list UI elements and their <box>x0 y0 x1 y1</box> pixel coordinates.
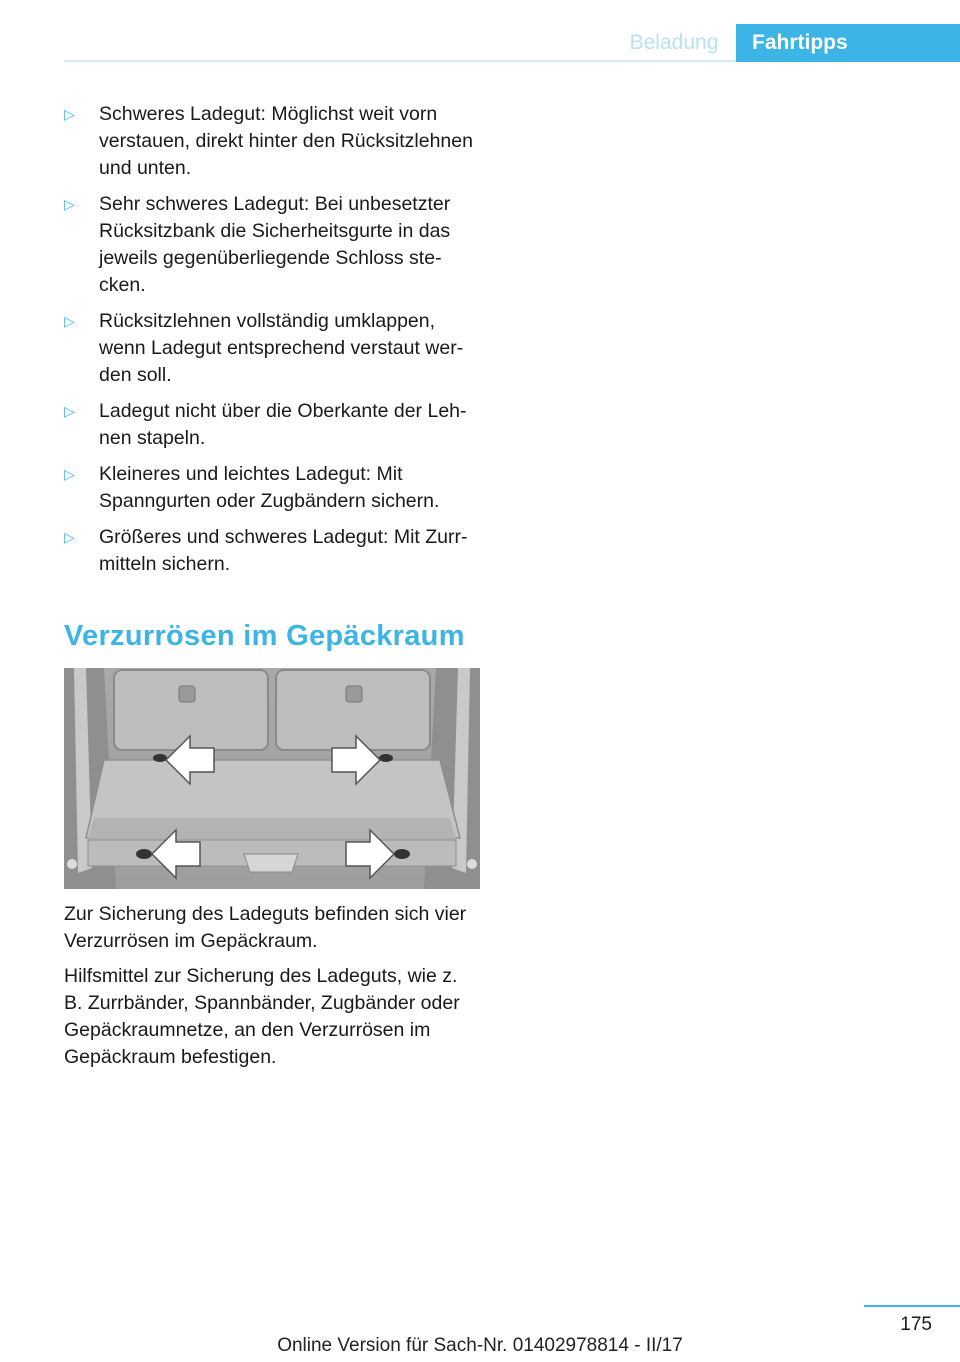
lashing-eye-rear-right-icon <box>379 754 393 762</box>
triangle-bullet-icon: ▷ <box>64 196 75 212</box>
luggage-compartment-illustration <box>64 668 480 889</box>
list-item <box>64 461 480 515</box>
right-reflector <box>467 859 477 869</box>
list-item-text: Rücksitzlehnen vollständig umklappen, wenn Ladegut entsprechend verstaut werden soll. <box>99 310 464 386</box>
trunk-lashing-eyes-figure <box>64 668 480 889</box>
lashing-eye-front-right-icon <box>394 849 410 859</box>
list-item <box>64 308 480 389</box>
header-chapter-tab[interactable]: Fahrtipps <box>736 24 960 62</box>
lashing-eye-front-left-icon <box>136 849 152 859</box>
list-item-text: Schweres Ladegut: Möglichst weit vorn verstauen, direkt hinter den Rücksitzlehnen und unten. <box>99 103 473 179</box>
headrest-latch-icon <box>179 686 195 702</box>
left-seatback <box>114 670 268 750</box>
left-reflector <box>67 859 77 869</box>
triangle-bullet-icon: ▷ <box>64 529 75 545</box>
loading-edge <box>88 818 456 840</box>
triangle-bullet-icon: ▷ <box>64 313 75 329</box>
header-section-tab[interactable]: Beladung <box>629 31 719 54</box>
list-item-text: Sehr schweres Ladegut: Bei unbesetzter Rücksitzbank die Sicherheitsgurte in das jeweils gegenüberliegende Schloss stecken. <box>99 193 451 296</box>
page-number: 175 <box>900 1314 932 1335</box>
page-content <box>64 101 480 1071</box>
list-item <box>64 191 480 299</box>
list-item-text: Größeres und schweres Ladegut: Mit Zurrmitteln sichern. <box>99 526 468 575</box>
list-item-text: Ladegut nicht über die Oberkante der Lehnen stapeln. <box>99 400 467 449</box>
list-item-text: Kleineres und leichtes Ladegut: Mit Spanngurten oder Zugbändern sichern. <box>99 463 440 512</box>
bullet-list <box>64 101 480 578</box>
online-version-note: Online Version für Sach-Nr. 01402978814 - II/17 <box>277 1335 683 1356</box>
lashing-eye-rear-left-icon <box>153 754 167 762</box>
headrest-latch-icon <box>346 686 362 702</box>
lock-striker <box>244 854 298 872</box>
triangle-bullet-icon: ▷ <box>64 106 75 122</box>
paragraph: Zur Sicherung des Ladeguts befinden sich vier Verzurrösen im Gepäckraum. <box>64 903 467 952</box>
triangle-bullet-icon: ▷ <box>64 466 75 482</box>
list-item <box>64 398 480 452</box>
right-seatback <box>276 670 430 750</box>
list-item <box>64 101 480 182</box>
triangle-bullet-icon: ▷ <box>64 403 75 419</box>
section-heading: Verzurrösen im Gepäckraum <box>64 620 465 652</box>
footer-rule <box>864 1305 960 1307</box>
paragraph: Hilfsmittel zur Sicherung des Ladeguts, wie z. B. Zurrbänder, Spannbänder, Zugbänder oder Gepäckraumnetze, an den Verzurrösen im Gepäckraum befestigen. <box>64 965 460 1068</box>
list-item <box>64 524 480 578</box>
